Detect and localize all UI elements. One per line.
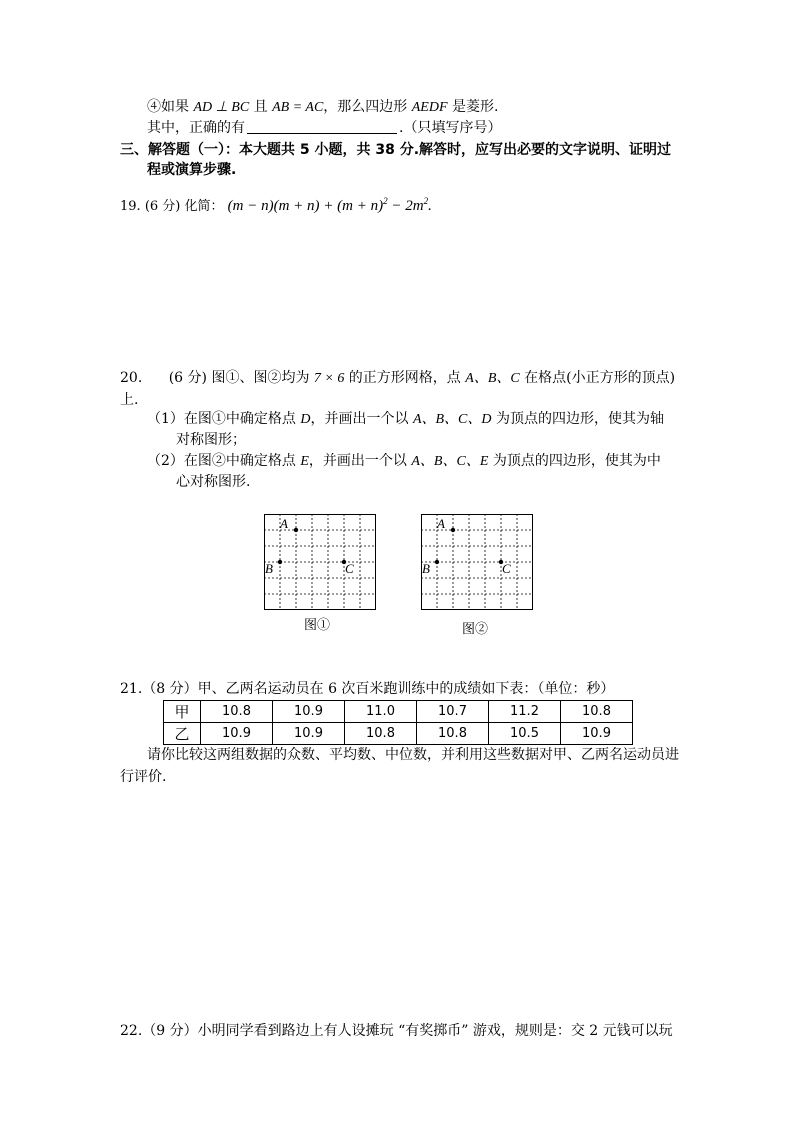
q18-answer-prefix: 其中，正确的有 bbox=[147, 120, 245, 136]
q18-math-perp: AD ⊥ BC bbox=[193, 100, 250, 115]
q19-exp2: 2 bbox=[423, 196, 429, 206]
table-cell: 10.8 bbox=[561, 701, 633, 723]
q20-part1-points: A、B、C、D bbox=[412, 412, 492, 427]
q19-formula bbox=[228, 198, 432, 214]
q19-exp1: 2 bbox=[383, 196, 388, 206]
q22-line1: 22.（9 分）小明同学看到路边上有人设摊玩 “有奖掷币” 游戏，规则是：交 2 元钱可以玩 bbox=[120, 1023, 673, 1039]
q20-points: A、B、C bbox=[465, 371, 520, 386]
table-cell: 10.7 bbox=[417, 701, 489, 723]
row-name-yi: 乙 bbox=[164, 723, 201, 745]
q20-part1-point: D bbox=[300, 412, 311, 427]
q18-item4-mid2: ，那么四边形 bbox=[323, 99, 412, 115]
row-name-jia: 甲 bbox=[164, 701, 201, 723]
point-b bbox=[435, 560, 439, 564]
table-cell: 10.5 bbox=[489, 723, 561, 745]
figure2-grid[interactable] bbox=[421, 514, 533, 614]
q20-grid-size: 7 × 6 bbox=[313, 371, 345, 386]
q20-part2-a: （2）在图②中确定格点 bbox=[147, 453, 301, 469]
q19-number: 19. bbox=[120, 199, 141, 214]
label-c: C bbox=[502, 561, 511, 576]
table-cell: 10.9 bbox=[561, 723, 633, 745]
q19-formula-end: . bbox=[428, 198, 432, 214]
q18-item4-prefix: ④如果 bbox=[147, 99, 194, 115]
q18-answer-blank[interactable] bbox=[247, 119, 397, 134]
q20-part2-c: 为顶点的四边形，使其为中 bbox=[488, 453, 661, 469]
q19 bbox=[120, 191, 432, 217]
point-b bbox=[278, 560, 282, 564]
point-a bbox=[451, 528, 455, 532]
q18-item4-mid: 且 bbox=[249, 99, 273, 115]
q20-text-c: 在格点(小正方形的顶点) bbox=[519, 370, 676, 386]
q20-part1-b: ，并画出一个以 bbox=[310, 411, 413, 427]
q20-part2-point: E bbox=[300, 454, 309, 469]
table-row bbox=[164, 723, 633, 745]
table-cell: 10.9 bbox=[201, 723, 273, 745]
q20-part2 bbox=[147, 451, 661, 472]
label-a: A bbox=[280, 516, 288, 531]
q18-answer-suffix: .（只填写序号） bbox=[399, 120, 502, 136]
figure2-caption: 图② bbox=[462, 622, 489, 637]
figure1-grid[interactable] bbox=[264, 514, 376, 614]
table-cell: 10.8 bbox=[417, 723, 489, 745]
table-cell: 10.9 bbox=[273, 723, 345, 745]
figure1-svg bbox=[264, 514, 376, 610]
table-row bbox=[164, 701, 633, 723]
q20-part2-b: ，并画出一个以 bbox=[308, 453, 412, 469]
q18-item4-suffix: 是菱形. bbox=[447, 99, 499, 115]
label-b: B bbox=[422, 561, 430, 576]
label-a: A bbox=[437, 516, 445, 531]
q20-line1 bbox=[120, 368, 675, 389]
q19-formula-part2: − 2m bbox=[387, 198, 424, 214]
q20-part2-points: A、B、C、E bbox=[411, 454, 489, 469]
section3-heading-line2: 程或演算步骤. bbox=[147, 162, 237, 178]
table-cell: 10.8 bbox=[201, 701, 273, 723]
q19-text: (6 分) 化简： bbox=[144, 199, 224, 214]
q20-text-a: (6 分) 图①、图②均为 bbox=[168, 370, 314, 386]
label-c: C bbox=[345, 561, 354, 576]
q20-line2: 上. bbox=[120, 392, 139, 408]
q20-part2-cont: 心对称图形. bbox=[176, 474, 251, 490]
q18-answer-line bbox=[147, 118, 501, 138]
table-cell: 11.0 bbox=[345, 701, 417, 723]
q18-item4 bbox=[147, 97, 498, 118]
q18-math-eq: AB = AC bbox=[272, 100, 324, 115]
q19-formula-part1: (m − n)(m + n) + (m + n) bbox=[227, 198, 384, 214]
q20-number: 20. bbox=[120, 370, 143, 386]
q20-part1-a: （1）在图①中确定格点 bbox=[147, 411, 301, 427]
figure2-svg bbox=[421, 514, 533, 610]
q21-heading: 21.（8 分）甲、乙两名运动员在 6 次百米跑训练中的成绩如下表：（单位：秒） bbox=[120, 681, 615, 697]
q20-part1 bbox=[147, 409, 664, 430]
table-cell: 10.9 bbox=[273, 701, 345, 723]
point-a bbox=[294, 528, 298, 532]
figure1-caption: 图① bbox=[304, 618, 331, 633]
table-cell: 11.2 bbox=[489, 701, 561, 723]
q21-score-table bbox=[163, 700, 633, 745]
q20-part1-c: 为顶点的四边形，使其为轴 bbox=[491, 411, 664, 427]
q20-text-b: 的正方形网格，点 bbox=[344, 370, 466, 386]
q21-prompt-line2: 行评价. bbox=[120, 769, 167, 785]
label-b: B bbox=[265, 561, 273, 576]
q21-prompt-line1: 请你比较这两组数据的众数、平均数、中位数，并利用这些数据对甲、乙两名运动员进 bbox=[147, 747, 679, 763]
q20-part1-cont: 对称图形； bbox=[176, 432, 246, 448]
section3-heading-line1: 三、解答题（一）：本大题共 5 小题，共 38 分.解答时，应写出必要的文字说明、证明过 bbox=[120, 142, 672, 158]
table-cell: 10.8 bbox=[345, 723, 417, 745]
q18-math-aedf: AEDF bbox=[411, 100, 448, 115]
